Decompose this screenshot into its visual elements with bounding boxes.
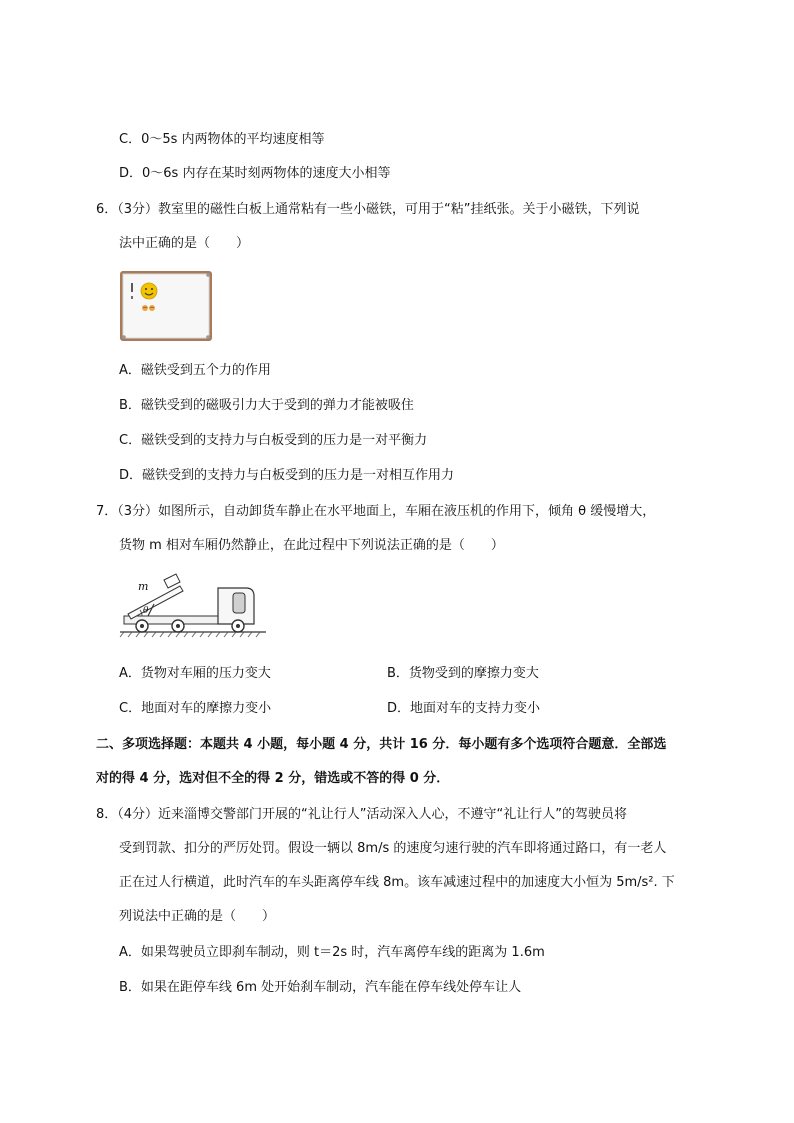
q7-option-a: A．货物对车厢的压力变大	[119, 666, 271, 681]
q8-stem-line1: 8．（4分）近来淄博交警部门开展的“礼让行人”活动深入人心，不遵守“礼让行人”的驾驶员将	[96, 807, 627, 822]
q5-option-d: D．0～6s 内存在某时刻两物体的速度大小相等	[119, 166, 391, 181]
q6-option-a: A．磁铁受到五个力的作用	[119, 363, 271, 378]
section2-header-line2: 对的得 4 分，选对但不全的得 2 分，错选或不答的得 0 分．	[96, 771, 450, 786]
q8-option-b: B．如果在距停车线 6m 处开始刹车制动，汽车能在停车线处停车让人	[119, 980, 522, 995]
q7-option-b: B．货物受到的摩擦力变大	[387, 666, 539, 681]
q8-stem-line3: 正在过人行横道，此时汽车的车头距离停车线 8m。该车减速过程中的加速度大小恒为 5m/s². 下	[119, 875, 675, 890]
q6-option-b: B．磁铁受到的磁吸引力大于受到的弹力才能被吸住	[119, 398, 414, 413]
q5-option-c: C．0～5s 内两物体的平均速度相等	[119, 132, 325, 147]
q7-stem-line2: 货物 m 相对车厢仍然静止，在此过程中下列说法正确的是（ ）	[119, 538, 504, 553]
whiteboard-figure	[119, 270, 213, 342]
q6-option-d: D．磁铁受到的支持力与白板受到的压力是一对相互作用力	[119, 468, 455, 483]
q6-stem-line2: 法中正确的是（ ）	[119, 236, 250, 251]
section2-header-line1: 二、多项选择题：本题共 4 小题，每小题 4 分，共计 16 分．每小题有多个选项符合题意．全部选	[96, 737, 667, 752]
q6-option-c: C．磁铁受到的支持力与白板受到的压力是一对平衡力	[119, 433, 428, 448]
q7-option-c: C．地面对车的摩擦力变小	[119, 701, 272, 716]
dump-truck-figure	[118, 570, 268, 640]
q7-stem-line1: 7．（3分）如图所示，自动卸货车静止在水平地面上，车厢在液压机的作用下，倾角 θ 缓慢增大，	[96, 504, 656, 519]
q7-option-d: D．地面对车的支持力变小	[387, 701, 541, 716]
q8-option-a: A．如果驾驶员立即刹车制动，则 t＝2s 时，汽车离停车线的距离为 1.6m	[119, 945, 545, 960]
q8-stem-line2: 受到罚款、扣分的严厉处罚。假设一辆以 8m/s 的速度匀速行驶的汽车即将通过路口，有一老人	[119, 841, 667, 856]
dump-truck-icon	[118, 570, 268, 640]
q7-figure-label-m: m	[138, 580, 149, 593]
whiteboard-icon	[119, 270, 213, 342]
q8-stem-line4: 列说法中正确的是（ ）	[119, 909, 276, 924]
q7-figure-label-theta: θ	[143, 606, 149, 616]
q6-stem-line1: 6．（3分）教室里的磁性白板上通常粘有一些小磁铁，可用于“粘”挂纸张。关于小磁铁，下列说	[96, 202, 640, 217]
